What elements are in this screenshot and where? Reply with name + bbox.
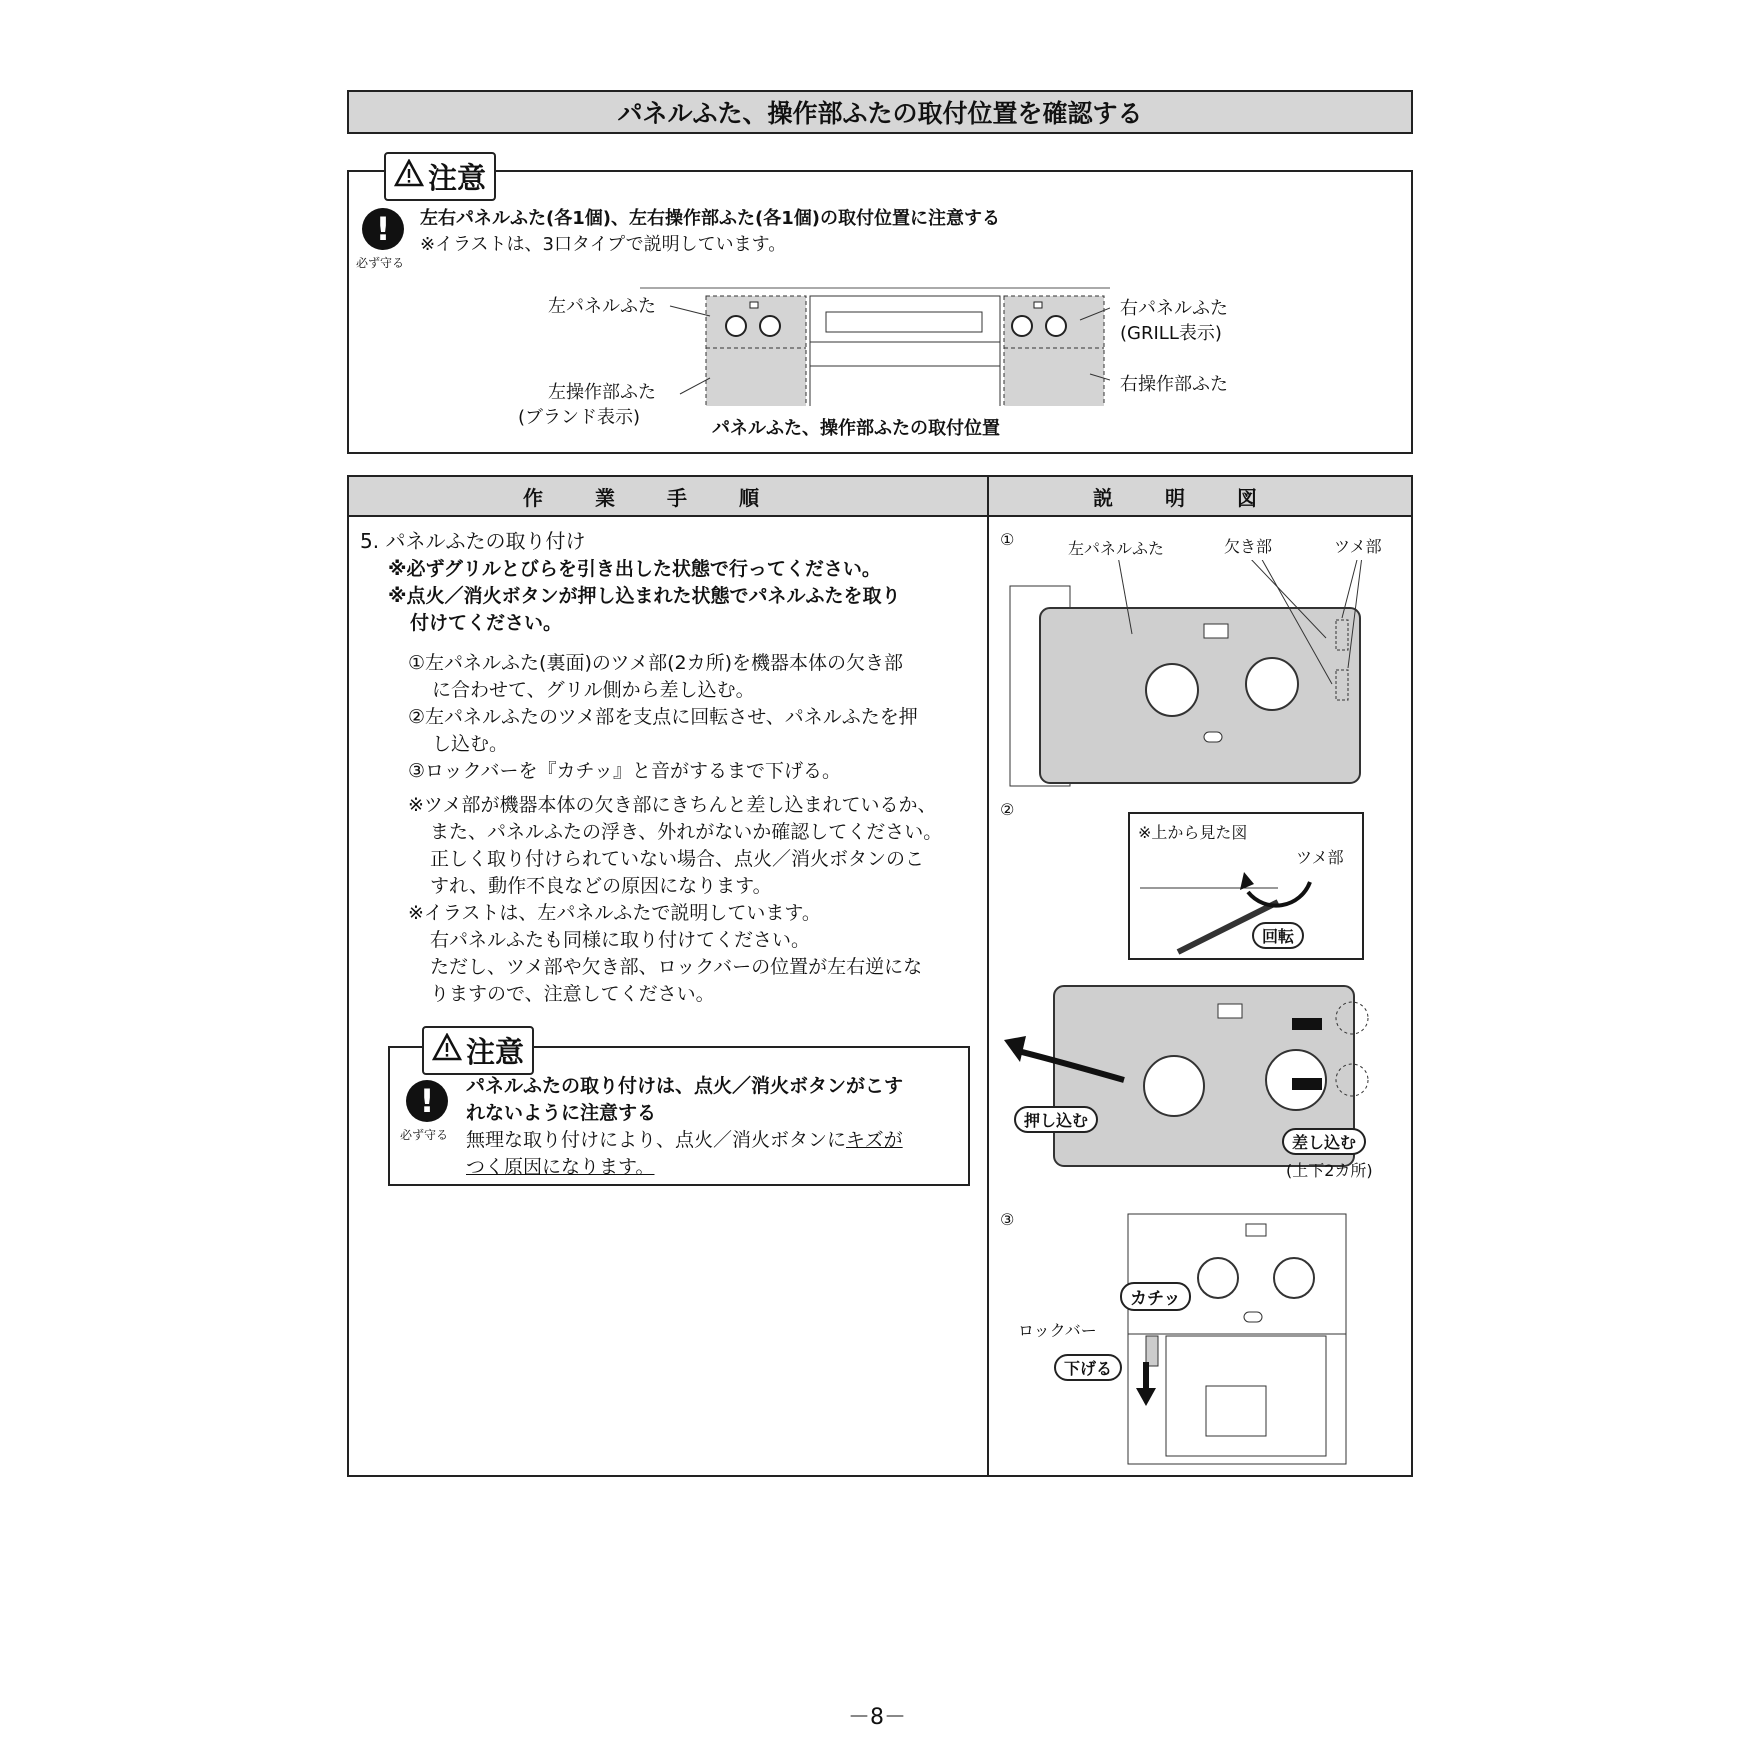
fig2-rotate-pill: 回転	[1252, 922, 1304, 949]
remark-line: ※ツメ部が機器本体の欠き部にきちんと差し込まれているか、	[408, 794, 937, 816]
must-label: 必ず守る	[400, 1128, 449, 1142]
substep-line: し込む。	[432, 733, 509, 755]
column-divider	[987, 475, 989, 1477]
note-bold-1: ※必ずグリルとびらを引き出した状態で行ってください。	[388, 558, 881, 580]
label-left-panel: 左パネルふた	[548, 296, 656, 317]
header-figure: 説明図	[1093, 485, 1309, 510]
caution-heading: 左右パネルふた(各1個)、左右操作部ふた(各1個)の取付位置に注意する	[420, 208, 1000, 229]
mandatory-icon: !	[362, 208, 404, 250]
fig3-lockbar-label: ロックバー	[1018, 1321, 1097, 1340]
inner-caution-tag-label: 注意	[466, 1035, 525, 1069]
inner-caution-text-1-underlined: キズが	[846, 1129, 903, 1151]
label-left-op: 左操作部ふた	[548, 382, 656, 403]
remark-line: 正しく取り付けられていない場合、点火／消火ボタンのこ	[430, 848, 925, 870]
substep-line: ①左パネルふた(裏面)のツメ部(2カ所)を機器本体の欠き部	[408, 652, 904, 674]
mandatory-icon: !	[406, 1080, 448, 1122]
inner-caution-bold-2: れないように注意する	[466, 1102, 657, 1124]
substep-line: ③ロックバーを『カチッ』と音がするまで下げる。	[408, 760, 841, 782]
caution-note: ※イラストは、3口タイプで説明しています。	[420, 234, 787, 255]
label-right-panel: 右パネルふた	[1120, 298, 1228, 319]
must-label: 必ず守る	[356, 256, 405, 270]
inner-caution-bold-1: パネルふたの取り付けは、点火／消火ボタンがこす	[466, 1075, 904, 1097]
page-number: －8－	[848, 1705, 906, 1730]
inner-caution-text-1-plain: 無理な取り付けにより、点火／消火ボタンに	[466, 1129, 847, 1151]
inner-caution-text-1	[466, 1127, 903, 1153]
label-right-op: 右操作部ふた	[1120, 374, 1228, 395]
fig2-push-pill: 押し込む	[1014, 1106, 1098, 1133]
fig2-top-view-label: ※上から見た図	[1138, 823, 1248, 842]
inner-caution-text-2	[466, 1154, 654, 1180]
header-work-steps: 作業手順	[523, 485, 811, 510]
fig2-insert-pill: 差し込む	[1282, 1128, 1366, 1155]
caution-tag-label: 注意	[428, 161, 487, 195]
remark-line: 右パネルふたも同様に取り付けてください。	[430, 929, 811, 951]
fig3-lower-pill: 下げる	[1054, 1354, 1122, 1381]
fig1-label-panel: 左パネルふた	[1068, 539, 1165, 558]
caution-tag	[384, 152, 496, 201]
fig1-label-claw: ツメ部	[1334, 537, 1382, 556]
diagram-caption: パネルふた、操作部ふたの取付位置	[712, 418, 1000, 439]
fig2-number: ②	[1000, 800, 1015, 819]
remark-line: ただし、ツメ部や欠き部、ロックバーの位置が左右逆にな	[430, 956, 923, 978]
fig1-panel-illustration	[1008, 560, 1404, 790]
warning-triangle-icon	[432, 1033, 462, 1068]
substep-line: ②左パネルふたのツメ部を支点に回転させ、パネルふたを押	[408, 706, 918, 728]
remark-line: ※イラストは、左パネルふたで説明しています。	[408, 902, 821, 924]
fig3-click-pill: カチッ	[1120, 1282, 1191, 1311]
inner-caution-text-2-underlined: つく原因になります。	[466, 1156, 655, 1178]
remark-line: すれ、動作不良などの原因になります。	[430, 875, 772, 897]
label-right-panel-sub: (GRILL表示)	[1120, 323, 1222, 344]
remark-line: また、パネルふたの浮き、外れがないか確認してください。	[430, 821, 943, 843]
section-title: パネルふた、操作部ふたの取付位置を確認する	[347, 90, 1413, 134]
note-bold-3: 付けてください。	[410, 612, 563, 634]
substep-line: に合わせて、グリル側から差し込む。	[432, 679, 755, 701]
cooktop-front-diagram	[640, 286, 1110, 406]
fig3-lockbar-illustration	[1126, 1212, 1350, 1466]
remark-line: りますので、注意してください。	[430, 983, 715, 1005]
fig2-insert-sub: (上下2カ所)	[1286, 1161, 1373, 1180]
fig1-label-notch: 欠き部	[1224, 537, 1273, 556]
fig3-number: ③	[1000, 1210, 1015, 1229]
step-title: 5. パネルふたの取り付け	[360, 529, 586, 553]
label-left-op-sub: (ブランド表示)	[518, 407, 641, 428]
inner-caution-tag	[422, 1026, 534, 1075]
warning-triangle-icon	[394, 159, 424, 194]
note-bold-2: ※点火／消火ボタンが押し込まれた状態でパネルふたを取り	[388, 585, 901, 607]
fig1-number: ①	[1000, 530, 1015, 549]
fig2-claw-label: ツメ部	[1296, 848, 1344, 867]
